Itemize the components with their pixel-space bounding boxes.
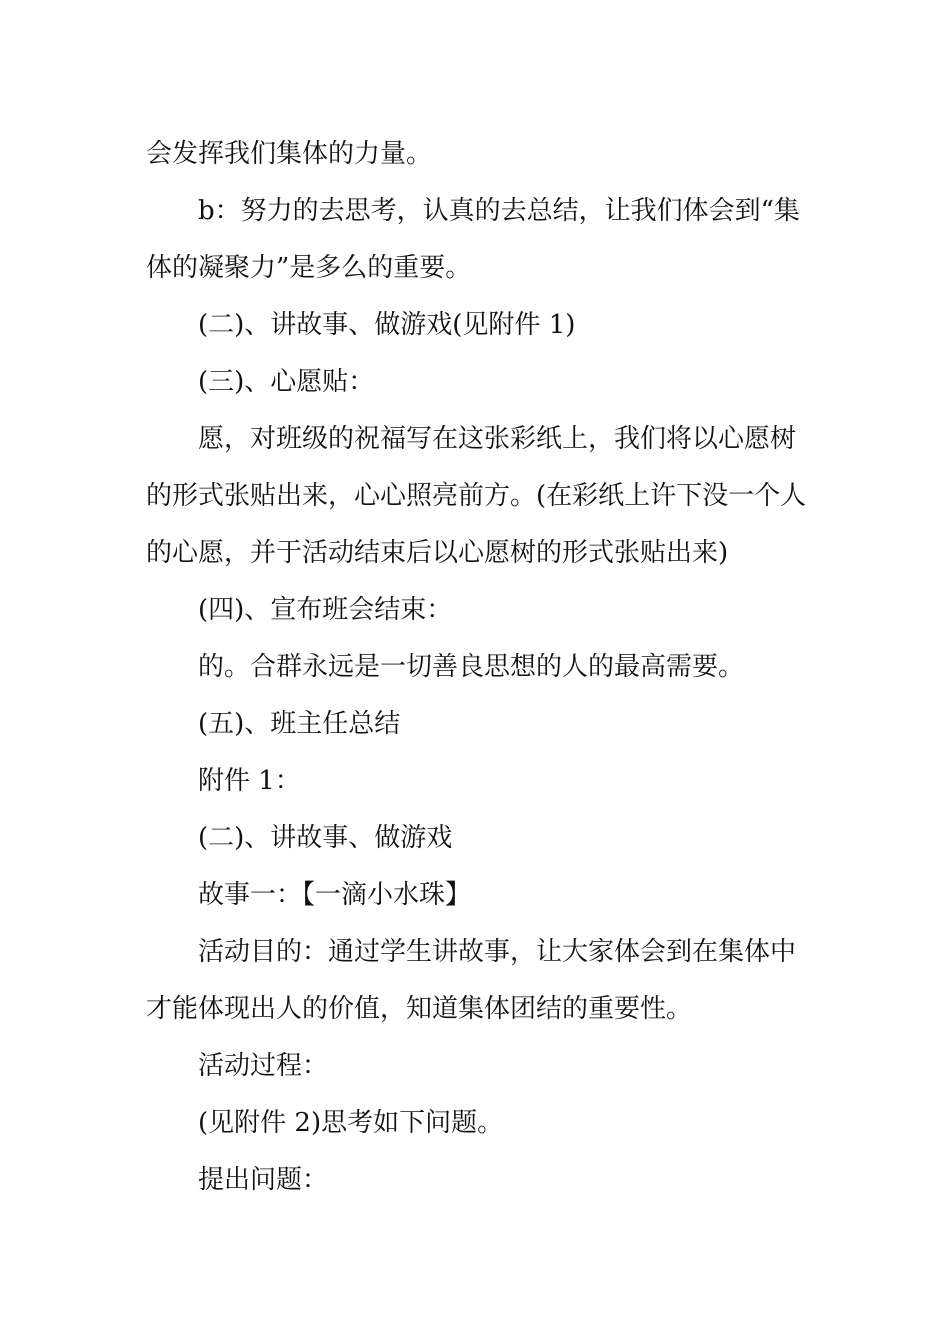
section-heading-2: (二)、讲故事、做游戏(见附件 1) <box>198 310 576 340</box>
appendix-section-heading: (二)、讲故事、做游戏 <box>198 823 453 853</box>
questions-label: 提出问题： <box>198 1165 329 1195</box>
paragraph-2: b：努力的去思考，认真的去总结，让我们体会到“集体的凝聚力”是多么的重要。 <box>146 196 800 283</box>
activity-process-label: 活动过程： <box>198 1051 329 1081</box>
story-title: 故事一：【一滴小水珠】 <box>198 880 472 910</box>
activity-purpose: 活动目的：通过学生讲故事，让大家体会到在集体中才能体现出人的价值，知道集体团结的重要性。 <box>146 937 797 1024</box>
section-heading-5: (五)、班主任总结 <box>198 709 401 739</box>
section-heading-4: (四)、宣布班会结束： <box>198 595 453 625</box>
paragraph-1: 会发挥我们集体的力量。 <box>146 139 433 169</box>
section-heading-3: (三)、心愿贴： <box>198 367 375 397</box>
paragraph-wish: 愿，对班级的祝福写在这张彩纸上，我们将以心愿树的形式张贴出来，心心照亮前方。(在彩纸上许下没一个人的心愿，并于活动结束后以心愿树的形式张贴出来) <box>146 424 807 568</box>
appendix-reference: (见附件 2)思考如下问题。 <box>198 1108 504 1138</box>
appendix-label: 附件 1： <box>198 766 301 796</box>
paragraph-closing: 的。合群永远是一切善良思想的人的最高需要。 <box>198 652 745 682</box>
